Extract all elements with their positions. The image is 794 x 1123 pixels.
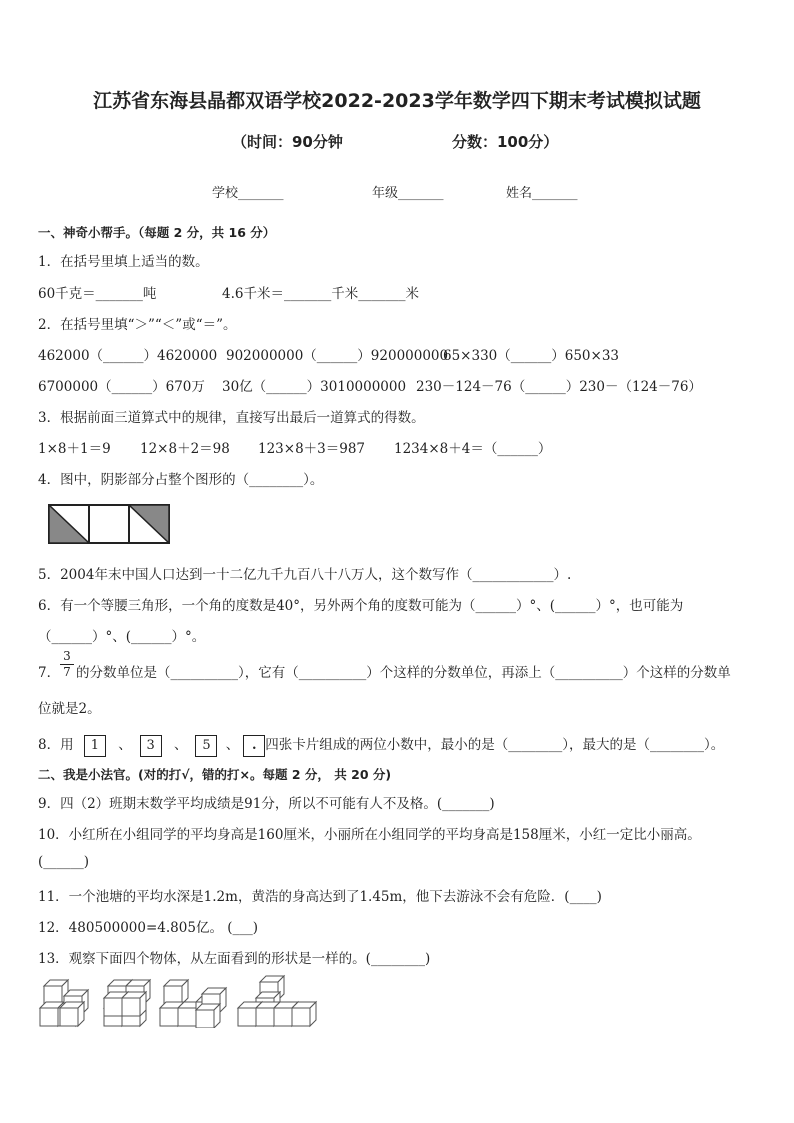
exam-time: （时间：90分钟: [232, 133, 343, 151]
q2-r2c: 230－124－76（______）230－（124－76）: [416, 379, 702, 395]
q2-r2a: 6700000（______）670万: [38, 379, 205, 395]
q7-fraction-denominator: 7: [63, 665, 71, 679]
q3-e1: 1×8＋1＝9: [38, 441, 111, 457]
page-title: 江苏省东海县晶都双语学校2022-2023学年数学四下期末考试模拟试题: [93, 90, 701, 112]
q1-a: 60千克＝_______吨: [38, 286, 157, 302]
q7-line1: 的分数单位是（__________），它有（__________）个这样的分数单位，再添上（__________）个这样的分数单: [76, 665, 731, 681]
q8-card-5: 5: [195, 735, 217, 757]
q8-prefix: 8．用: [38, 737, 74, 753]
cube-object-2: [104, 980, 150, 1026]
q6-line2: （______）°、(______）°。: [38, 629, 206, 645]
q2-r1c: 65×330（______）650×33: [443, 348, 620, 364]
school-field: 学校_______: [212, 186, 284, 201]
q7-number: 7．: [38, 665, 61, 681]
q3-stem: 3．根据前面三道算式中的规律，直接写出最后一道算式的得数。: [38, 410, 425, 426]
cube-object-1: [40, 980, 88, 1026]
q9: 9．四（2）班期末数学平均成绩是91分，所以不可能有人不及格。(_______): [38, 796, 495, 812]
q7-fraction-numerator: 3: [63, 649, 71, 663]
exam-score: 分数：100分）: [452, 133, 559, 151]
q7-fraction: [60, 650, 74, 679]
q1-stem: 1．在括号里填上适当的数。: [38, 254, 209, 270]
q12: 12．480500000=4.805亿。 (___): [38, 920, 259, 936]
q8-card-1: 1: [84, 735, 106, 757]
q3-e3: 123×8＋3＝987: [258, 441, 366, 457]
q2-r1a: 462000（______）4620000: [38, 348, 218, 364]
q2-stem: 2．在括号里填“＞”“＜”或“＝”。: [38, 317, 237, 333]
q8-separator: 、: [118, 737, 132, 753]
q2-r1b: 902000000（______）920000000: [226, 348, 449, 364]
q8-separator: 、: [225, 737, 240, 753]
q10-line2: (______): [38, 854, 90, 870]
q2-r2b: 30亿（______）3010000000: [222, 379, 407, 395]
q13-cube-figures: [38, 972, 328, 1028]
q10-line1: 10．小红所在小组同学的平均身高是160厘米，小丽所在小组同学的平均身高是158厘米，小红一定比小丽高。: [38, 827, 701, 843]
q8-suffix: 四张卡片组成的两位小数中，最小的是（________），最大的是（________）。: [265, 737, 725, 753]
q8-card-3: 3: [140, 735, 162, 757]
section-2-heading: 二、我是小法官。(对的打√，错的打×。每题 2 分， 共 20 分): [38, 767, 392, 782]
cube-object-4: [238, 976, 316, 1026]
q4-shaded-figure: [48, 504, 170, 544]
grade-field: 年级_______: [372, 186, 444, 201]
q3-e4: 1234×8＋4＝（______）: [394, 441, 552, 457]
name-field: 姓名_______: [506, 186, 578, 201]
q7-line2: 位就是2。: [38, 701, 101, 717]
q6-line1: 6．有一个等腰三角形，一个角的度数是40°，另外两个角的度数可能为（______）°、(______）°，也可能为: [38, 598, 684, 614]
q4-stem: 4．图中，阴影部分占整个图形的（________）。: [38, 472, 324, 488]
q11: 11．一个池塘的平均水深是1.2m，黄浩的身高达到了1.45m，他下去游泳不会有危险．(____): [38, 889, 602, 905]
cube-object-3: [160, 980, 226, 1028]
q5-stem: 5．2004年末中国人口达到一十二亿九千九百八十八万人，这个数写作（____________）.: [38, 567, 572, 583]
q1-b: 4.6千米＝_______千米_______米: [222, 286, 419, 302]
q8-line: [38, 733, 724, 757]
q8-card-dot: .: [243, 735, 265, 757]
q8-separator: 、: [173, 737, 188, 753]
q3-e2: 12×8＋2＝98: [140, 441, 230, 457]
section-1-heading: 一、神奇小帮手。（每题 2 分，共 16 分）: [38, 225, 276, 240]
q13: 13．观察下面四个物体，从左面看到的形状是一样的。(________): [38, 951, 431, 967]
